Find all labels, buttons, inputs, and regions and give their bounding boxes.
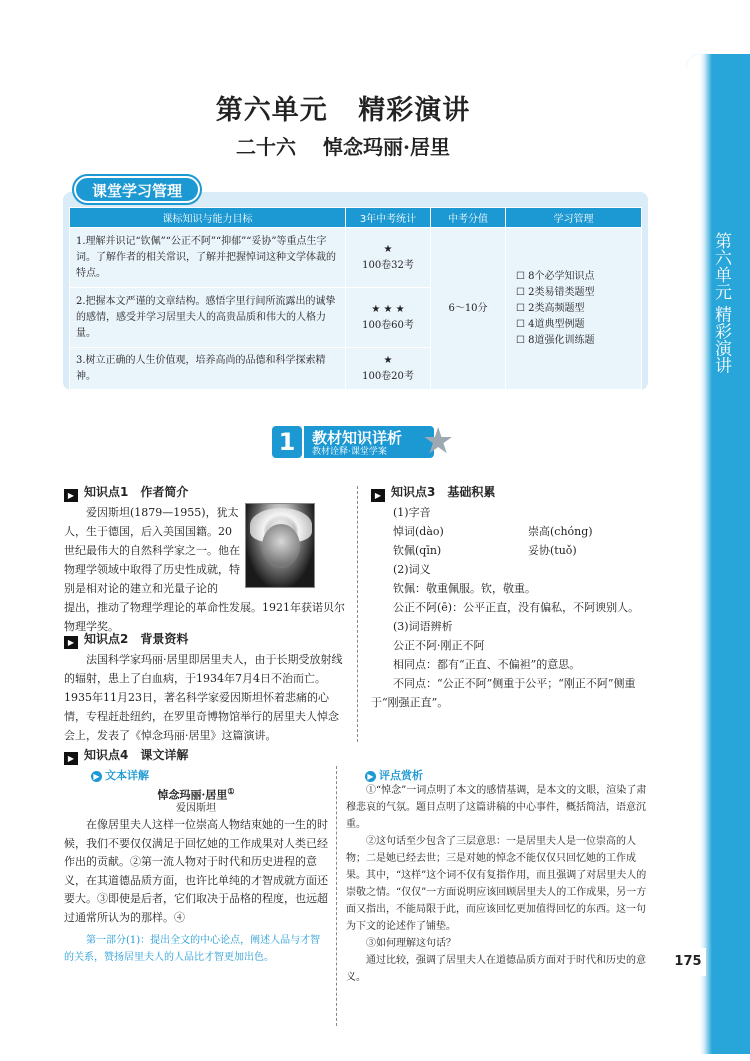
star-rating: ★ bbox=[383, 354, 393, 366]
management-table bbox=[69, 207, 642, 390]
column-divider bbox=[357, 486, 358, 742]
page-number: 175 bbox=[670, 948, 706, 976]
kp3-line: 公正不阿·刚正不阿 bbox=[393, 639, 485, 652]
section-banner bbox=[272, 421, 462, 462]
kp1-text: 爱因斯坦(1879—1955)，犹太人，生于德国，后入美国国籍。20世纪最伟大的自然科学家之一。他在物理学领域中取得了历史性成就，特别是相对论的建立和光量子论的 bbox=[64, 506, 240, 595]
checklist-item[interactable]: ☐ 2类易错类题型 bbox=[516, 286, 595, 298]
goal-cell: 2.把握本文严谨的文章结构。感悟字里行间所流露出的诚挚的感情，感受并学习居里夫人的高贵品质和伟大的人格力量。 bbox=[70, 288, 346, 348]
kp3-line: 钦佩(qīn) 妥协(tuǒ) bbox=[393, 544, 577, 557]
play-icon: ▶ bbox=[64, 636, 78, 649]
kp3-line: 钦佩：敬重佩服。钦，敬重。 bbox=[393, 582, 536, 595]
section-title-box bbox=[304, 426, 434, 458]
side-label: 第六单元 精彩演讲 bbox=[711, 232, 731, 374]
stat-cell bbox=[346, 348, 431, 390]
kp1-text-cont: 提出，推动了物理学理论的革命性发展。1921年获诺贝尔物理学奖。 bbox=[64, 601, 345, 633]
kp3-text bbox=[371, 503, 656, 712]
stat-text: 100卷60考 bbox=[362, 319, 414, 331]
management-label: 课堂学习管理 bbox=[74, 176, 200, 203]
play-circle-icon: ▶ bbox=[365, 771, 376, 782]
kp3-line: (3)词语辨析 bbox=[393, 620, 453, 633]
score-cell: 6～10分 bbox=[431, 228, 506, 390]
table-header: 3年中考统计 bbox=[346, 208, 431, 228]
text-author: 爱因斯坦 bbox=[176, 803, 216, 814]
stat-text: 100卷20考 bbox=[362, 370, 414, 382]
star-rating: ★ ★ ★ bbox=[371, 303, 405, 315]
section-title: 教材知识详析 bbox=[312, 429, 403, 447]
kp3-line: 相同点：都有“正直、不偏袒”的意思。 bbox=[393, 658, 581, 671]
kp3-heading: ▶ 知识点3 基础积累 bbox=[371, 484, 495, 500]
commentary bbox=[346, 782, 648, 986]
text-detail-heading: ▶ 文本详解 bbox=[91, 767, 149, 783]
stat-cell bbox=[346, 228, 431, 288]
kp3-line: (2)词义 bbox=[393, 563, 431, 576]
lesson-name: 悼念玛丽·居里 bbox=[323, 135, 450, 159]
goal-cell: 3.树立正确的人生价值观，培养高尚的品德和科学探索精神。 bbox=[70, 348, 346, 390]
kp3-line: 公正不阿(ē)：公平正直，没有偏私，不阿谀别人。 bbox=[393, 601, 640, 614]
kp1-heading: ▶ 知识点1 作者简介 bbox=[64, 484, 188, 500]
kp4-heading: ▶ 知识点4 课文详解 bbox=[64, 747, 188, 763]
unit-name: 精彩演讲 bbox=[358, 95, 471, 126]
checklist-item[interactable]: ☐ 8个必学知识点 bbox=[516, 270, 595, 282]
section-subtitle: 教材诠释·课堂学案 bbox=[312, 447, 387, 457]
comment-4: 通过比较，强调了居里夫人在道德品质方面对于时代和历史的意义。 bbox=[346, 955, 646, 983]
section-number: 1 bbox=[272, 426, 302, 458]
table-row bbox=[70, 228, 642, 288]
unit-number: 第六单元 bbox=[215, 95, 328, 126]
checklist-item[interactable]: ☐ 4道典型例题 bbox=[516, 318, 585, 330]
stat-text: 100卷32考 bbox=[362, 259, 414, 271]
checklist-item[interactable]: ☐ 2类高频题型 bbox=[516, 302, 585, 314]
kp3-line: (1)字音 bbox=[393, 506, 431, 519]
goal-cell: 1.理解并识记“钦佩”“公正不阿”“抑郁”“妥协”等重点生字词。了解作者的相关常识，了解并把握悼词这种文学体裁的特点。 bbox=[70, 228, 346, 288]
side-tab-edge bbox=[686, 54, 750, 1054]
table-header: 中考分值 bbox=[431, 208, 506, 228]
comment-1: ①“悼念”一词点明了本文的感情基调，是本文的文眼，渲染了肃穆悲哀的气氛。题目点明了这篇讲稿的中心事件，概括简洁，语意沉重。 bbox=[346, 785, 647, 830]
photo-face bbox=[262, 524, 300, 568]
comment-2: ②这句话至少包含了三层意思：一是居里夫人是一位崇高的人物；二是她已经去世；三是对她的悼念不能仅仅只回忆她的工作成果。其中，“这样”这个词不仅有复指作用，而且强调了对居里夫人的崇敬之情。“仅仅”一方面说明应该回顾居里夫人的工作成果，另一方面又指出，不能局限于此，而应该回忆更加值得回忆的东西。这一句为下文的论述作了铺垫。 bbox=[346, 836, 647, 932]
commentary-heading: ▶ 评点赏析 bbox=[365, 767, 423, 783]
play-icon: ▶ bbox=[371, 489, 385, 502]
unit-title bbox=[0, 88, 686, 127]
play-circle-icon: ▶ bbox=[91, 771, 102, 782]
kp3-line: 不同点：“公正不阿”侧重于公平；“刚正不阿”侧重于“刚强正直”。 bbox=[371, 677, 636, 709]
play-icon: ▶ bbox=[64, 489, 78, 502]
kp3-line: 悼词(dào) 崇高(chóng) bbox=[393, 525, 593, 538]
comment-3: ③如何理解这句话？ bbox=[366, 938, 456, 949]
checklist-cell bbox=[506, 228, 642, 390]
checklist-item[interactable]: ☐ 8道强化训练题 bbox=[516, 334, 595, 346]
einstein-photo bbox=[245, 503, 315, 588]
table-header: 课标知识与能力目标 bbox=[70, 208, 346, 228]
table-header-row bbox=[70, 208, 642, 228]
play-icon: ▶ bbox=[64, 752, 78, 765]
side-tab bbox=[686, 54, 750, 1054]
kp2-text: 法国科学家玛丽·居里即居里夫人，由于长期受放射线的辐射，患上了白血病，于1934年7月4日不治而亡。1935年11月23日，著名科学家爱因斯坦怀着悲痛的心情，专程赶赴纽约，在罗里奇博物馆举行的居里夫人悼念会上，发表了《悼念玛丽·居里》这篇演讲。 bbox=[64, 653, 343, 742]
lesson-title bbox=[0, 131, 686, 160]
text-title: 悼念玛丽·居里① bbox=[157, 786, 235, 802]
lesson-number: 二十六 bbox=[236, 135, 297, 159]
star-icon: ★ bbox=[422, 421, 455, 462]
part-summary: 第一部分(1)：提出全文的中心论点，阐述人品与才智的关系，赞扬居里夫人的人品比才智更加出色。 bbox=[64, 935, 321, 963]
column-divider bbox=[336, 766, 337, 1026]
stat-cell bbox=[346, 288, 431, 348]
kp2-heading: ▶ 知识点2 背景资料 bbox=[64, 631, 188, 647]
text-paragraph: 在像居里夫人这样一位崇高人物结束她的一生的时候，我们不要仅仅满足于回忆她的工作成果对人类已经作出的贡献。②第一流人物对于时代和历史进程的意义，在其道德品质方面，也许比单纯的才智成就方面还要大。③即使是后者，它们取决于品格的程度，也远超过通常所认为的那样。④ bbox=[64, 818, 328, 924]
star-rating: ★ bbox=[383, 243, 393, 255]
table-header: 学习管理 bbox=[506, 208, 642, 228]
